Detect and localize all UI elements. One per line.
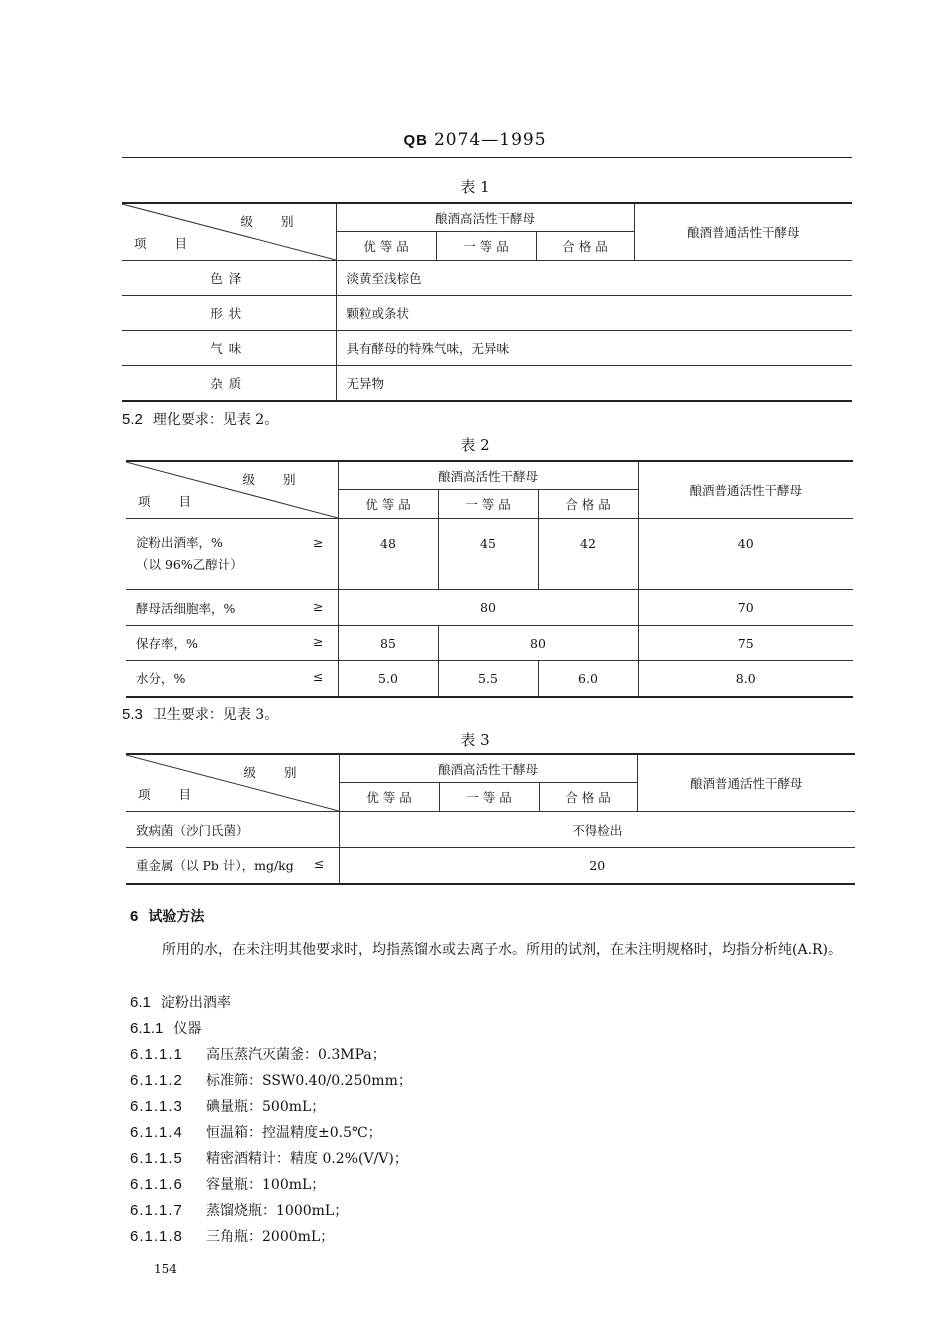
list-item-text: 高压蒸汽灭菌釜：0.3MPa；	[206, 1047, 386, 1063]
section-6-title: 试验方法	[148, 909, 205, 925]
table3-caption: 表 3	[460, 731, 490, 749]
table3-grade-3: 合 格 品	[539, 783, 637, 812]
table1-value-1: 淡黄至浅棕色	[336, 261, 852, 296]
table3-grade-2: 一 等 品	[439, 783, 539, 812]
page-header	[0, 130, 950, 150]
list-item-text: 容量瓶：100mL；	[206, 1177, 326, 1193]
table1-group-normal: 酿酒普通活性干酵母	[634, 203, 852, 261]
table2	[126, 460, 853, 698]
list-item-text: 三角瓶：2000mL；	[206, 1229, 335, 1245]
table1-value-4: 无异物	[336, 366, 852, 401]
table2-moisture-v4: 8.0	[638, 661, 853, 697]
table2-item-retention	[126, 626, 338, 661]
table3-item-heavy-metal-label: 重金属（以 Pb 计），mg/kg	[136, 858, 294, 874]
list-item	[130, 1070, 412, 1096]
table2-grade-1: 优 等 品	[338, 490, 438, 519]
table2-item-retention-sign: ≥	[313, 634, 324, 649]
table3-corner-grade: 级别	[243, 765, 325, 780]
table2-starch-v4: 40	[638, 519, 853, 590]
table2-item-moisture-label: 水分，%	[136, 671, 186, 687]
list-item-number: 6.1.1.8	[130, 1228, 183, 1245]
table1-corner-cell	[122, 203, 336, 261]
table2-item-moisture	[126, 661, 338, 697]
list-item	[130, 1200, 412, 1226]
table1-corner-item: 项目	[134, 236, 216, 251]
section-5-2-number: 5.2	[122, 411, 143, 428]
table3-item-heavy-metal	[126, 848, 339, 884]
section-5-3-text: 卫生要求：见表 3。	[152, 707, 279, 723]
table2-item-viability-sign: ≥	[313, 598, 324, 614]
list-item-number: 6.1.1.5	[130, 1150, 183, 1167]
section-5-3-number: 5.3	[122, 706, 143, 723]
list-item-number: 6.1.1.4	[130, 1124, 183, 1141]
instrument-list	[130, 1044, 412, 1252]
section-5-3	[122, 704, 278, 724]
table2-starch-v1: 48	[338, 519, 438, 590]
section-6-1-number: 6.1	[130, 994, 151, 1011]
table1-group-high: 酿酒高活性干酵母	[336, 203, 634, 232]
list-item-number: 6.1.1.6	[130, 1176, 183, 1193]
table2-item-viability	[126, 590, 338, 626]
table2-viability-v123: 80	[338, 590, 638, 626]
table2-caption: 表 2	[460, 436, 490, 454]
table2-starch-v3: 42	[538, 519, 638, 590]
table1-grade-3: 合 格 品	[536, 232, 634, 261]
table3	[126, 753, 855, 885]
section-6-paragraph: 所用的水，在未注明其他要求时，均指蒸馏水或去离子水。所用的试剂，在未注明规格时，均指分析纯(A.R)。	[162, 942, 843, 958]
table2-item-viability-label: 酵母活细胞率，%	[136, 600, 236, 616]
table1-item-3: 气味	[122, 331, 336, 366]
section-6-1-title: 淀粉出酒率	[160, 995, 231, 1011]
table3-pathogen-value: 不得检出	[339, 812, 855, 848]
table1-grade-1: 优 等 品	[336, 232, 436, 261]
standard-number: 2074—1995	[433, 130, 547, 150]
table1-item-2: 形状	[122, 296, 336, 331]
table3-corner-cell	[126, 754, 339, 812]
table2-item-starch-label: 淀粉出酒率，%	[136, 535, 223, 550]
list-item-text: 标准筛：SSW0.40/0.250mm；	[206, 1073, 412, 1089]
table1-caption: 表 1	[460, 178, 490, 196]
section-6	[130, 906, 204, 926]
table2-group-high: 酿酒高活性干酵母	[338, 461, 638, 490]
table3-corner-item: 项目	[138, 787, 220, 802]
table2-grade-3: 合 格 品	[538, 490, 638, 519]
list-item-text: 蒸馏烧瓶：1000mL；	[206, 1203, 349, 1219]
table1-value-2: 颗粒或条状	[336, 296, 852, 331]
list-item	[130, 1148, 412, 1174]
section-6-1	[130, 992, 231, 1012]
page-number: 154	[154, 1262, 177, 1276]
table2-retention-v1: 85	[338, 626, 438, 661]
table2-starch-v2: 45	[438, 519, 538, 590]
list-item	[130, 1044, 412, 1070]
list-item	[130, 1096, 412, 1122]
table1-value-3: 具有酵母的特殊气味，无异味	[336, 331, 852, 366]
list-item	[130, 1226, 412, 1252]
table1	[122, 202, 852, 402]
table3-item-heavy-metal-sign: ≤	[314, 856, 325, 872]
table2-retention-v23: 80	[438, 626, 638, 661]
table2-moisture-v1: 5.0	[338, 661, 438, 697]
table2-viability-v4: 70	[638, 590, 853, 626]
table2-item-moisture-sign: ≤	[313, 669, 324, 685]
table2-corner-grade: 级别	[242, 472, 324, 487]
table2-corner-item: 项目	[138, 494, 220, 509]
table1-corner-grade: 级别	[240, 214, 322, 229]
table2-moisture-v3: 6.0	[538, 661, 638, 697]
table2-item-starch-sign: ≥	[313, 535, 324, 550]
section-6-1-1-number: 6.1.1	[130, 1020, 164, 1037]
section-6-number: 6	[130, 908, 139, 925]
table3-group-normal: 酿酒普通活性干酵母	[637, 754, 855, 812]
list-item-number: 6.1.1.3	[130, 1098, 183, 1115]
table1-item-1: 色泽	[122, 261, 336, 296]
table3-grade-1: 优 等 品	[339, 783, 439, 812]
table3-heavy-metal-value: 20	[339, 848, 855, 884]
list-item-text: 碘量瓶：500mL；	[206, 1099, 326, 1115]
list-item-number: 6.1.1.2	[130, 1072, 183, 1089]
list-item-number: 6.1.1.7	[130, 1202, 183, 1219]
table2-item-retention-label: 保存率，%	[136, 636, 198, 651]
section-6-1-1	[130, 1018, 201, 1038]
list-item	[130, 1122, 412, 1148]
standard-code: QB	[403, 132, 428, 149]
table3-item-pathogen: 致病菌（沙门氏菌）	[126, 812, 339, 848]
table2-moisture-v2: 5.5	[438, 661, 538, 697]
table2-item-starch	[126, 519, 338, 590]
table2-corner-cell	[126, 461, 338, 519]
list-item	[130, 1174, 412, 1200]
table2-grade-2: 一 等 品	[438, 490, 538, 519]
table2-retention-v4: 75	[638, 626, 853, 661]
section-5-2	[122, 409, 278, 429]
section-5-2-text: 理化要求：见表 2。	[152, 412, 279, 428]
list-item-text: 精密酒精计：精度 0.2%(V/V)；	[206, 1151, 408, 1167]
table2-item-starch-note: （以 96%乙醇计）	[136, 557, 243, 572]
list-item-text: 恒温箱：控温精度±0.5℃；	[206, 1125, 382, 1141]
table1-item-4: 杂质	[122, 366, 336, 401]
list-item-number: 6.1.1.1	[130, 1046, 183, 1063]
header-rule	[122, 157, 852, 158]
table2-group-normal: 酿酒普通活性干酵母	[638, 461, 853, 519]
table1-grade-2: 一 等 品	[436, 232, 536, 261]
section-6-1-1-title: 仪器	[173, 1021, 202, 1037]
table3-group-high: 酿酒高活性干酵母	[339, 754, 637, 783]
